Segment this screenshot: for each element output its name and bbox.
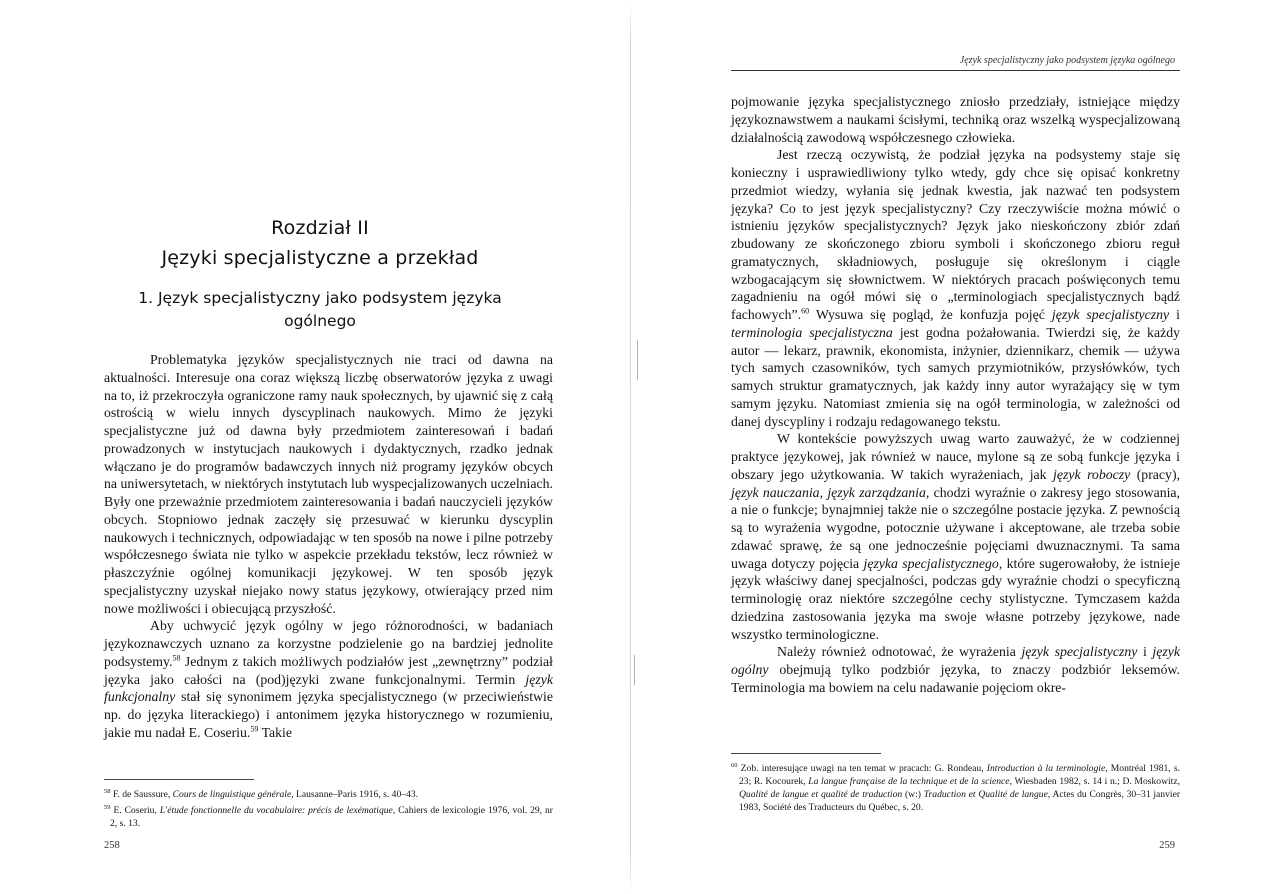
right-paragraph-3-b: (pracy), [1130, 466, 1180, 482]
right-paragraph-4-b: i [1137, 644, 1153, 660]
footnote-60-text-d: (w:) [902, 789, 924, 801]
right-page-number: 259 [1159, 840, 1175, 851]
footnote-58-text-b: , Lausanne–Paris 1916, s. 40–43. [291, 789, 419, 801]
right-paragraph-2 [731, 146, 1180, 430]
footnote-58-text-a: F. de Saussure, [110, 789, 173, 801]
right-paragraph-2-a: Jest rzeczą oczywistą, że podział języka na podsystemy staje się konieczny i usprawiedliwiony tylko wtedy, gdy chce się opisać konkretny przedmiot wiedzy, wyłania się jednak kwestia, jak nazwać ten podsystem języka? Co to jest język specjalistyczny? Czy rzeczywiście można mówić o istnieniu języków specjalistycznych? Język jako nieskończony zbiór zdań zbudowany ze skończonego zbioru symboli i skończonego zbioru reguł gramatycznych, składniowych, posługuje się określonym i ciągle wzbogacającym się słownictwem. W niektórych pracach poświęconych temu zagadnieniu na ogół mówi się o „terminologiach specjalistycznych bądź fachowych”. [731, 147, 1180, 322]
footnote-60-title-4: Traduction et Qualité de langue [923, 789, 1048, 801]
right-paragraph-2-d: jest godna pożałowania. Twierdzi się, że każdy autor — lekarz, prawnik, ekonomista, inżynier, dziennikarz, chemik — używa tych samych czasowników, tych samych przymiotników, przysłówków, tych samych struktur gramatycznych, jak każdy inny autor wyrażający się w tym samym języku. Natomiast zmienia się na ogół terminologia, w zależności od danej dyscypliny i rodzaju redagowanego tekstu. [731, 324, 1180, 429]
footnote-60-number: 60 [731, 762, 738, 769]
right-paragraph-3 [731, 430, 1180, 643]
right-paragraph-1: pojmowanie języka specjalistycznego zniosło przedziały, istniejące między językoznawstwem a naukami ścisłymi, techniką oraz wszelką wyspecjalizowaną działalnością zawodową współczesnego człowieka. [731, 94, 1180, 145]
running-head: Język specjalistyczny jako podsystem języka ogólnego [959, 55, 1175, 66]
left-paragraph-2-d: Takie [258, 724, 293, 740]
footnote-60-title-3: Qualité de langue et qualité de traduction [739, 789, 903, 801]
right-paragraph-3-a: W kontekście powyższych uwag warto zauważyć, że w codziennej praktyce językowej, jak również w nauce, mylone są ze sobą funkcje języka i obszary jego użytkowania. W takich wyrażeniach, jak [731, 431, 1180, 482]
footnote-ref-58: 58 [172, 653, 181, 663]
right-paragraph-3-italic-1: język roboczy [1053, 466, 1131, 482]
left-paragraph-2-c: stał się synonimem języka specjalistycznego (w przeciwieństwie np. do języka literackiego) i antonimem języka historycznego w rozumieniu, jakie mu nadał E. Coseriu. [104, 689, 553, 740]
right-paragraph-2-italic-1: język specjalistyczny [1051, 307, 1170, 322]
section-title: 1. Język specjalistyczny jako podsystem języka ogólnego [138, 289, 502, 330]
footnote-ref-60: 60 [801, 306, 810, 316]
footnote-ref-59: 59 [250, 724, 259, 734]
footnote-60-text-e: , Actes du Congrès, 30–31 janvier 1983, Société des Traducteurs du Québec, s. 20. [739, 789, 1181, 814]
left-paragraph-1: Problematyka języków specjalistycznych nie traci od dawna na aktualności. Interesuje ona coraz większą liczbę obserwatorów języka z uwagi na to, iż przekroczyła ograniczone ramy nauk społecznych, by ujawnić się z całą ostrością w wielu innych dyscyplinach naukowych. Mimo że języki specjalistyczne już od dawna były przedmiotem zainteresowań i badań prowadzonych w instytucjach naukowych i dydaktycznych, rzadko jednak włączano je do programów badawczych innych niż programy języków obcych na uniwersytetach, w niektórych instytutach lub wyspecjalizowanych uczelniach. Były one przeważnie przedmiotem zainteresowania i badań nauczycieli języków obcych. Stopniowo jednak zaczęły się przesuwać w kierunku dyscyplin naukowych i technicznych, odpowiadając w ten sposób na nowe i pilne potrzeby współczesnego świata nie tylko w aspekcie przekładu tekstów, lecz również w płaszczyźnie ogólnej komunikacji językowej. W ten sposób język specjalistyczny uzyskał niejako nowy status językowy, otwierający przed nim nowe możliwości i obiecującą przyszłość. [104, 352, 553, 616]
footnote-58-title: Cours de linguistique générale [172, 789, 292, 801]
footnote-60 [731, 759, 1180, 814]
chapter-title-line2: Języki specjalistyczne a przekład [161, 247, 479, 269]
chapter-title-line1: Rozdział II [271, 217, 369, 239]
right-paragraph-2-italic-2: terminologia specjalistyczna [731, 324, 893, 340]
footnote-60-text-c: , Wiesbaden 1982, s. 14 i n.; D. Moskowitz, [1009, 776, 1181, 788]
footnote-60-title-2: La langue française de la technique et de la science [808, 776, 1010, 788]
left-footnotes [104, 785, 553, 830]
footnote-60-title-1: Introduction à la terminologie [986, 763, 1106, 775]
footnote-60-text-a: Zob. interesujące uwagi na ten temat w pracach: G. Rondeau, [737, 763, 987, 775]
footnote-59-number: 59 [104, 804, 111, 812]
right-paragraph-4-italic-2: język ogólny [731, 644, 1180, 677]
left-paragraph-2-a: Aby uchwycić język ogólny w jego różnorodności, w badaniach językoznawczych uznano za korzystne podzielenie go na bardziej jednolite podsystemy. [104, 618, 553, 669]
chapter-title [100, 213, 540, 273]
right-paragraph-4 [731, 643, 1180, 696]
footnote-59 [104, 801, 553, 830]
right-body-text [731, 93, 1180, 697]
right-paragraph-2-b: Wysuwa się pogląd, że konfuzja pojęć [809, 307, 1052, 322]
right-page [631, 0, 1262, 894]
right-footnote-rule [731, 753, 881, 754]
left-paragraph-2-italic-term: język funkcjonalny [104, 671, 553, 705]
right-paragraph-2-c: i [1169, 307, 1180, 322]
left-body-text [104, 351, 553, 742]
footnote-59-text-b: , Cahiers de lexicologie 1976, vol. 29, nr 2, s. 13. [110, 805, 553, 830]
running-head-rule [731, 70, 1180, 71]
right-footnotes [731, 759, 1180, 814]
right-paragraph-3-italic-3: języka specjalistycznego [863, 555, 999, 571]
footnote-58-number: 58 [104, 788, 111, 795]
right-paragraph-3-italic-2: język nauczania, język zarządzania [731, 484, 926, 500]
right-paragraph-4-c: obejmują tylko podzbiór języka, to znaczy podzbiór leksemów. Terminologia ma bowiem na celu nadawanie pojęciom okre- [731, 662, 1180, 695]
footnote-59-text-a: E. Coseriu, [110, 805, 160, 817]
right-paragraph-4-a: Należy również odnotować, że wyrażenia [777, 644, 1022, 660]
left-paragraph-2 [104, 617, 553, 741]
left-page-number: 258 [104, 840, 120, 851]
footnote-59-title: L'étude fonctionnelle du vocabulaire: précis de lexématique [159, 805, 393, 817]
left-paragraph-2-b: Jednym z takich możliwych podziałów jest „zewnętrzny” podział języka jako całości na (pod)języki zwane funkcjonalnymi. Termin [104, 653, 553, 687]
right-paragraph-3-c: , chodzi wyraźnie o zakresy jego stosowania, a nie o funkcje; bynajmniej także nie o szczególne postacie języka. Z pewnością są to wyrażenia wygodne, potocznie używane i akceptowane, ale trzeba sobie zdawać sprawę, że są one jednocześnie pojęciami dwuznacznymi. Ta sama uwaga dotyczy pojęcia [731, 484, 1180, 571]
footnote-58 [104, 785, 553, 801]
left-footnote-rule [104, 779, 254, 780]
right-paragraph-4-italic-1: język specjalistyczny [1021, 644, 1138, 660]
right-paragraph-3-d: , które sugerowałoby, że istnieje język właściwy danej specjalności, podczas gdy wyraźnie chodzi o specyficzną terminologię oraz niektóre szczególne cechy stylistyczne. Tymczasem każda dziedzina zastosowania języka ma swoje własne potrzeby językowe, nade wszystko terminologiczne. [731, 555, 1180, 642]
footnote-60-text-b: , Montréal 1981, s. 23; R. Kocourek, [739, 763, 1180, 788]
